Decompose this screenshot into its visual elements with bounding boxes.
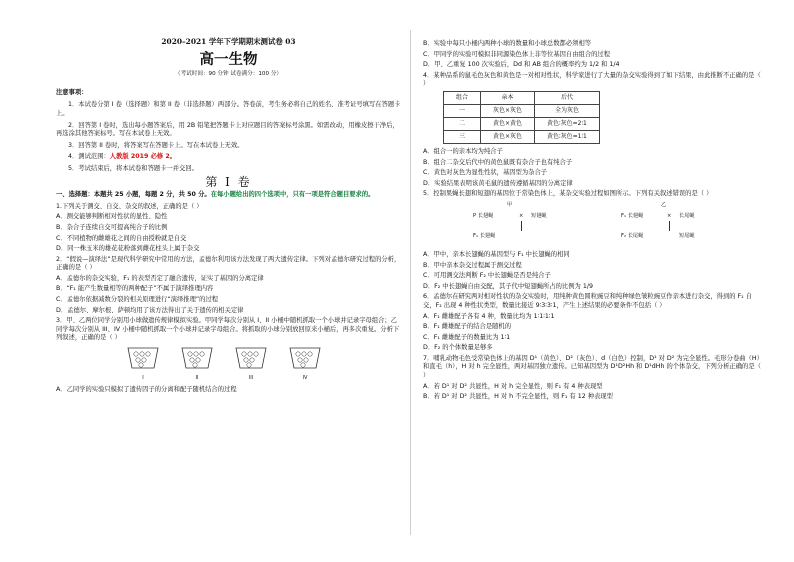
option: B．甲中亲本杂交过程属于测交过程: [423, 261, 522, 269]
option: C．F₁ 雌雄配子的数量比为 1∶1: [423, 333, 511, 341]
beaker-icon: [234, 346, 268, 370]
option: B．若 D¹ 对 D² 共显性，H 对 h 不完全显性，则 F₁ 有 12 种表现型: [423, 393, 613, 401]
diagram-label: 乙: [661, 201, 667, 208]
option: A．乙同学的实验只模拟了遗传因子的分离和配子随机结合的过程: [56, 386, 237, 394]
option: C．黄色对灰色为显性性状，基因型为杂合子: [423, 169, 548, 177]
range-highlight: 人教版 2019 必修 2。: [109, 153, 177, 161]
option: B．杂合子连续自交可提高纯合子的比例: [56, 223, 168, 231]
table-row: [444, 104, 600, 117]
beaker-icon: [180, 346, 214, 370]
option: B．“F₁ 能产生数量相等的两种配子”不属于演绎推理内容: [56, 285, 214, 293]
diagram-label: F₂ 长尾蝇: [621, 232, 644, 239]
table-header-row: [444, 91, 600, 104]
option: C．孟德尔依据减数分裂的相关原理进行“演绎推理”的过程: [56, 296, 219, 304]
table-header: 亲本: [481, 91, 535, 104]
question-stem: 3．甲、乙两位同学分别用小球做遗传规律模拟实验。甲同学每次分别从 I、II 小桶中随机抓取一个小球并记录字母组合；乙同学每次分别从 III、IV 小桶中随机抓取一个小球并记录字母组合。将抓取的小球分别放回原来小桶后，再多次重复。分析下列叙述，正确的是（ ）: [56, 317, 400, 342]
diagram-label: 短尾蝇: [679, 232, 695, 239]
option: C．甲同学的实验可模拟非同源染色体上非等位基因自由组合的过程: [423, 50, 611, 58]
beaker: [126, 346, 160, 382]
diagram-arrow: [521, 221, 522, 231]
exam-info: （考试时间：90 分钟 试卷满分：100 分）: [174, 71, 283, 78]
table-cell: 黄色×黄色: [481, 117, 535, 130]
option: D．F₂ 的个体数量足够多: [423, 344, 493, 352]
cross-diagram: [473, 201, 743, 247]
note-item: 2．回答第 I 卷时，选出每小题答案后，用 2B 铅笔把答题卡上对应题目的答案标号涂黑。如需改动，用橡皮擦干净后，再选涂其他答案标号。写在本试卷上无效。: [56, 121, 399, 138]
exam-title: 2020–2021 学年下学期期末测试卷 03: [161, 37, 296, 46]
table-cell: 灰色×灰色: [481, 104, 535, 117]
question-stem: 5．控制果蝇长翅和短翅的基因位于常染色体上，某杂交实验过程如图所示。下列有关叙述错误的是（ ）: [423, 190, 713, 198]
question-stem: 1.下列关于测交、自交、杂交的叙述，正确的是（ ）: [56, 202, 203, 210]
section-intro: [56, 191, 401, 200]
question-stem: 6．孟德尔在研究两对相对性状的杂交实验时，用纯种黄色圆粒豌豆和纯种绿色皱粒豌豆作亲本进行杂交，得到的 F₁ 自交，F₂ 出现 4 种性状类型，数量比接近 9∶3∶3∶1，产生上述结果的必要条件不包括（ ）: [423, 293, 752, 309]
option: A．F₁ 雌雄配子各有 4 种，数量比均为 1∶1∶1∶1: [423, 312, 555, 320]
beaker-icon: [288, 346, 322, 370]
table-header: 后代: [535, 91, 600, 104]
table-cell: 黄色×灰色: [481, 130, 535, 143]
option: D．甲、乙重复 100 次实验后，Dd 和 AB 组合的概率约为 1/2 和 1/4: [423, 61, 620, 69]
option: D．孟德尔、摩尔根、萨顿均用了该方法得出了关于遗传的相关定律: [56, 306, 244, 314]
option: A．孟德尔的杂交实验，F₁ 的表型否定了融合遗传，证实了基因的分离定律: [56, 274, 264, 282]
option: B．F₁ 雌雄配子的结合是随机的: [423, 323, 512, 331]
beaker: [288, 346, 322, 382]
option: B．实验中每只小桶内两种小球的数量和小球总数都必须相等: [423, 40, 592, 47]
beaker-label: IV: [302, 374, 308, 381]
diagram-label: 长尾蝇: [679, 212, 695, 219]
option: A．甲中，亲本长翅蝇的基因型与 F₁ 中长翅蝇的相同: [423, 250, 570, 258]
beaker: [234, 346, 268, 382]
note-item: 1．本试卷分第 I 卷（选择题）和第 II 卷（非选择题）两部分。答卷前，考生务必将自己的姓名、准考证号填写在答题卡上。: [56, 101, 401, 117]
right-column: [423, 40, 763, 404]
option: D．实验结果表明该黄毛鼠的遗传遵循基因的分离定律: [423, 179, 573, 187]
section-intro-text: 一、选择题：本题共 25 小题，每题 2 分，共 50 分。: [56, 191, 211, 199]
beaker-figure: [126, 346, 401, 382]
cross-table: [443, 91, 600, 144]
table-cell: 黄色∶灰色=2∶1: [535, 117, 600, 130]
option: C．不同植物的雌雄花之间的自由授粉就是自交: [56, 234, 187, 242]
note-item-range: [56, 153, 401, 162]
note-item: 5．考试结束后，将本试卷和答题卡一并交回。: [68, 164, 198, 172]
table-cell: 一: [444, 104, 481, 117]
option: A．测交能够判断相对性状的显性、隐性: [56, 213, 168, 221]
question-stem: 2．“假说—演绎法”是现代科学研究中常用的方法，孟德尔利用该方法发现了两大遗传定律。下列对孟德尔研究过程的分析，正确的是（ ）: [56, 255, 401, 272]
option: D．同一株玉米的雄花花粉落到雌花柱头上属于杂交: [56, 245, 200, 253]
diagram-label: ×: [667, 212, 672, 219]
diagram-label: F₁ 长翅蝇: [473, 232, 496, 239]
question-stem: 4．某种品系的鼠毛色灰色和黄色是一对相对性状，科学家进行了大量的杂交实验得到了如下结果，由此推断不正确的是（ ）: [423, 71, 761, 88]
notes-label: 注意事项：: [56, 88, 88, 96]
option: A．若 D¹ 对 D² 共显性，H 对 h 完全显性，则 F₁ 有 4 种表现型: [423, 382, 603, 390]
beaker: [180, 346, 214, 382]
option: A．组合一的亲本均为纯合子: [423, 147, 503, 155]
diagram-arrow: [669, 221, 670, 231]
table-row: [444, 130, 600, 143]
diagram-label: P 长翅蝇: [473, 212, 494, 219]
note-item: 3．回答第 II 卷时，将答案写在答题卡上。写在本试卷上无效。: [68, 141, 244, 149]
table-cell: 二: [444, 117, 481, 130]
table-cell: 全为灰色: [535, 104, 600, 117]
left-column: [56, 38, 401, 397]
section-title: 第 I 卷: [205, 174, 252, 189]
diagram-label: 短翅蝇: [531, 212, 547, 219]
option: D．F₂ 中长翅蝇自由交配，其子代中短翅蝇所占的比例为 1/9: [423, 282, 593, 290]
subject-title: 高一生物: [199, 50, 258, 68]
beaker-label: III: [248, 374, 254, 381]
table-header: 组合: [444, 91, 481, 104]
question-stem: 7．哺乳动物毛色受常染色体上的基因 D¹（黄色）、D²（灰色）、d（白色）控制，D¹ 对 D² 为完全显性。毛形分卷曲（H）和直毛（h），H 对 h 完全显性，两对基因独立遗传。已知基因型为 D¹D²Hh 和 D¹dHh 的个体杂交，下列分析正确的是（ ）: [423, 354, 763, 380]
beaker-label: II: [195, 374, 199, 381]
table-row: [444, 117, 600, 130]
column-divider: [410, 30, 411, 535]
diagram-label: 甲: [507, 201, 513, 208]
section-intro-highlight: 在每小题给出的四个选项中，只有一项是符合题目要求的。: [210, 191, 375, 199]
diagram-label: ×: [519, 212, 524, 219]
table-cell: 黄色∶灰色=1∶1: [535, 130, 600, 143]
diagram-label: F₁ 长翅蝇: [621, 212, 644, 219]
table-cell: 三: [444, 130, 481, 143]
note-range-label: 4．测试范围：: [68, 153, 110, 161]
beaker-label: I: [142, 374, 144, 381]
beaker-icon: [126, 346, 160, 370]
option: B．组合二杂交后代中的黄色鼠既有杂合子也有纯合子: [423, 158, 573, 166]
option: C．可用测交法判断 F₂ 中长翅蝇是否是纯合子: [423, 272, 551, 280]
